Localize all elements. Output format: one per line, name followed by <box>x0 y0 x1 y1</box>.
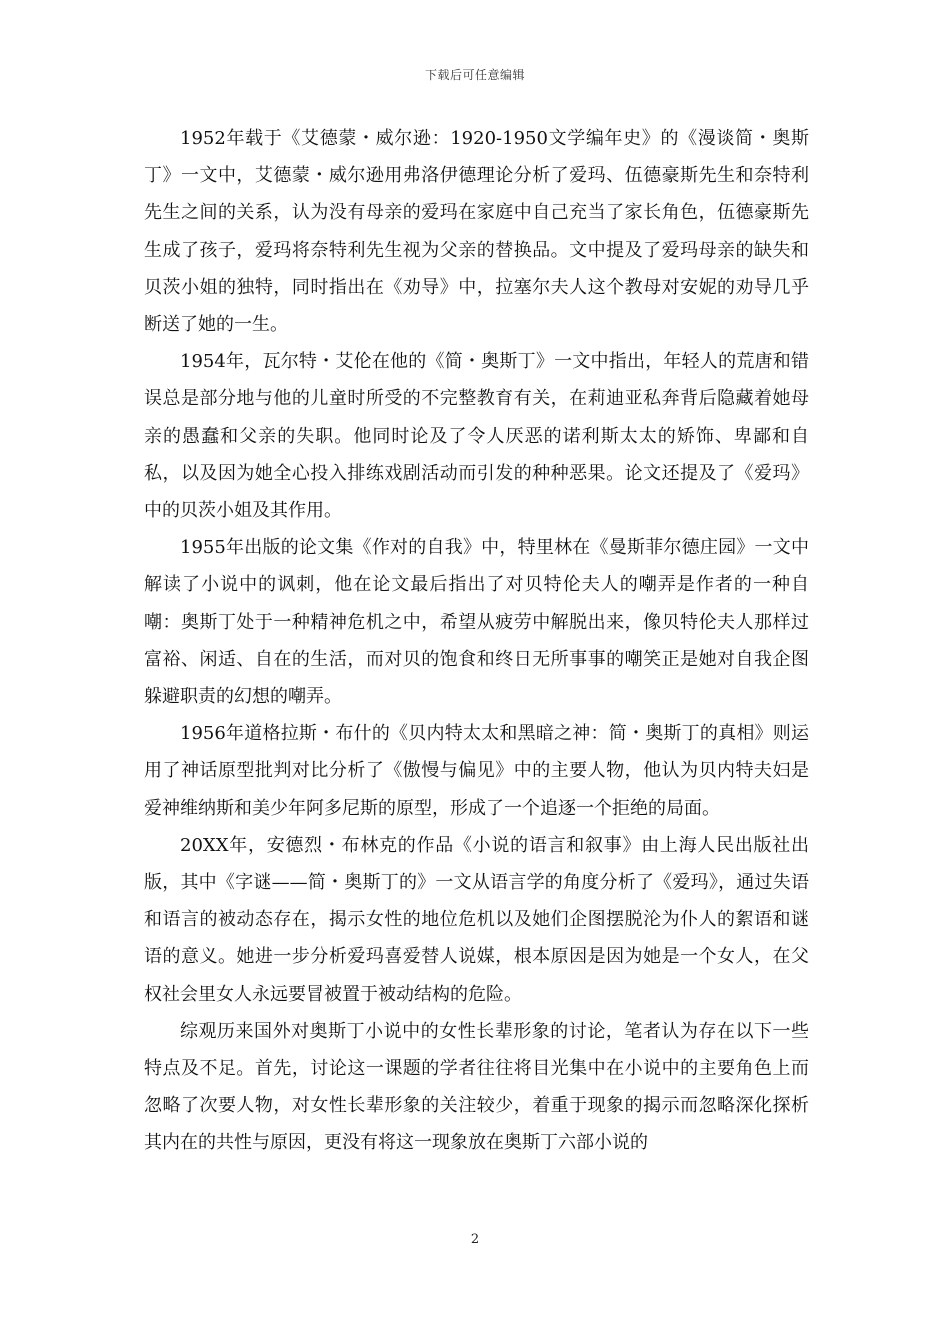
paragraph-6: 综观历来国外对奥斯丁小说中的女性长辈形象的讨论，笔者认为存在以下一些特点及不足。首先，讨论这一课题的学者往往将目光集中在小说中的主要角色上而忽略了次要人物，对女性长辈形象的关注较少，着重于现象的揭示而忽略深化探析其内在的共性与原因，更没有将这一现象放在奥斯丁六部小说的 <box>144 1020 809 1154</box>
paragraph-3: 1955年出版的论文集《作对的自我》中，特里林在《曼斯菲尔德庄园》一文中解读了小说中的讽刺，他在论文最后指出了对贝特伦夫人的嘲弄是作者的一种自嘲：奥斯丁处于一种精神危机之中，希望从疲劳中解脱出来，像贝特伦夫人那样过富裕、闲适、自在的生活，而对贝的饱食和终日无所事事的嘲笑正是她对自我企图躲避职责的幻想的嘲弄。 <box>144 537 809 708</box>
paragraph-2: 1954年，瓦尔特・艾伦在他的《简・奥斯丁》一文中指出，年轻人的荒唐和错误总是部分地与他的儿童时所受的不完整教育有关，在莉迪亚私奔背后隐藏着她母亲的愚蠢和父亲的失职。他同时论及了令人厌恶的诺利斯太太的矫饰、卑鄙和自私，以及因为她全心投入排练戏剧活动而引发的种种恶果。论文还提及了《爱玛》中的贝茨小姐及其作用。 <box>144 351 809 522</box>
paragraph-4: 1956年道格拉斯・布什的《贝内特太太和黑暗之神：简・奥斯丁的真相》则运用了神话原型批判对比分析了《傲慢与偏见》中的主要人物，他认为贝内特夫妇是爱神维纳斯和美少年阿多尼斯的原型，形成了一个追逐一个拒绝的局面。 <box>144 723 809 819</box>
page-number: 2 <box>470 1232 480 1247</box>
document-body <box>144 120 809 1162</box>
page-header: 下载后可任意编辑 <box>424 68 525 82</box>
paragraph-1: 1952年载于《艾德蒙・威尔逊：1920-1950文学编年史》的《漫谈简・奥斯丁》一文中，艾德蒙・威尔逊用弗洛伊德理论分析了爱玛、伍德豪斯先生和奈特利先生之间的关系，认为没有母亲的爱玛在家庭中自己充当了家长角色，伍德豪斯先生成了孩子，爱玛将奈特利先生视为父亲的替换品。文中提及了爱玛母亲的缺失和贝茨小姐的独特，同时指出在《劝导》中，拉塞尔夫人这个教母对安妮的劝导几乎断送了她的一生。 <box>144 128 809 336</box>
paragraph-5: 20XX年，安德烈・布林克的作品《小说的语言和叙事》由上海人民出版社出版，其中《字谜——简・奥斯丁的》一文从语言学的角度分析了《爱玛》，通过失语和语言的被动态存在，揭示女性的地位危机以及她们企图摆脱沦为仆人的絮语和谜语的意义。她进一步分析爱玛喜爱替人说媒，根本原因是因为她是一个女人，在父权社会里女人永远要冒被置于被动结构的危险。 <box>144 834 809 1005</box>
